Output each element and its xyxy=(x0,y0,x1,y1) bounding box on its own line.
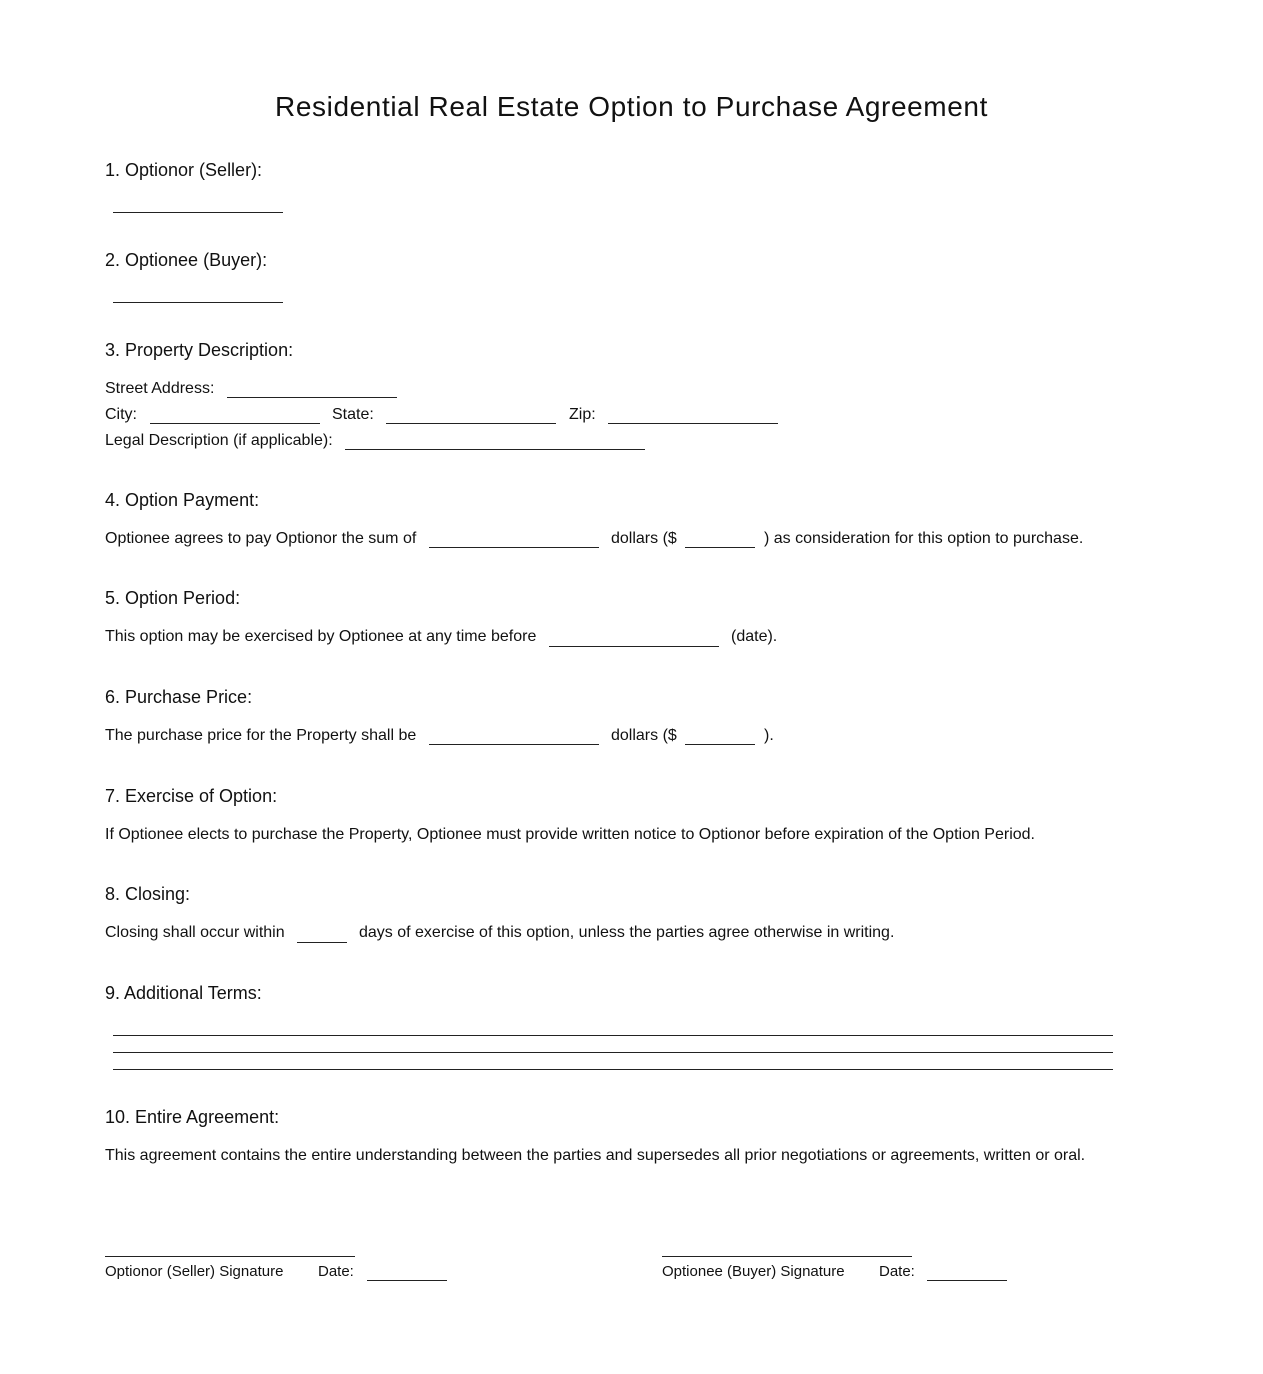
state-label: State: xyxy=(332,406,374,423)
street-address-label: Street Address: xyxy=(105,380,215,397)
section-closing-heading: 8. Closing: xyxy=(105,884,191,904)
legal-description-row xyxy=(105,431,705,451)
closing-text-after: days of exercise of this option, unless the parties agree otherwise in writing. xyxy=(359,924,895,941)
option-payment-words-field[interactable] xyxy=(429,547,599,548)
street-address-row xyxy=(105,379,505,399)
zip-field[interactable] xyxy=(608,423,778,424)
section-additional-terms-heading: 9. Additional Terms: xyxy=(105,983,262,1003)
purchase-price-amount-field[interactable] xyxy=(685,744,755,745)
purchase-price-text-before: The purchase price for the Property shall be xyxy=(105,727,417,744)
option-period-text-before: This option may be exercised by Optionee at any time before xyxy=(105,628,537,645)
additional-terms-line[interactable] xyxy=(113,1052,1113,1053)
section-property-heading: 3. Property Description: xyxy=(105,340,294,360)
option-payment-amount-field[interactable] xyxy=(685,547,755,548)
section-optionee-heading: 2. Optionee (Buyer): xyxy=(105,250,268,270)
buyer-signature-label: Optionee (Buyer) Signature xyxy=(662,1263,845,1280)
purchase-price-text-after: ). xyxy=(764,727,774,744)
legal-description-field[interactable] xyxy=(345,449,645,450)
city-label: City: xyxy=(105,406,137,423)
purchase-price-text-middle: dollars ($ xyxy=(611,727,677,744)
optionor-name-field[interactable] xyxy=(113,212,283,213)
seller-signature-label: Optionor (Seller) Signature xyxy=(105,1263,284,1280)
option-period-date-field[interactable] xyxy=(549,646,719,647)
city-state-zip-row xyxy=(105,405,805,425)
option-payment-sentence xyxy=(105,529,1105,549)
section-exercise-heading: 7. Exercise of Option: xyxy=(105,786,278,806)
seller-signature-field[interactable] xyxy=(105,1256,355,1257)
closing-sentence xyxy=(105,923,1005,943)
purchase-price-sentence xyxy=(105,726,805,746)
buyer-signature-field[interactable] xyxy=(662,1256,912,1257)
exercise-text: If Optionee elects to purchase the Property, Optionee must provide written notice to Optionor before expiration of the Option Period. xyxy=(105,826,1035,843)
section-purchase-price-heading: 6. Purchase Price: xyxy=(105,687,253,707)
document-title: Residential Real Estate Option to Purchase Agreement xyxy=(275,91,988,122)
section-entire-agreement-heading: 10. Entire Agreement: xyxy=(105,1107,280,1127)
purchase-price-words-field[interactable] xyxy=(429,744,599,745)
optionee-name-field[interactable] xyxy=(113,302,283,303)
zip-label: Zip: xyxy=(569,406,596,423)
seller-date-field[interactable] xyxy=(367,1280,447,1281)
buyer-date-label: Date: xyxy=(879,1263,915,1280)
closing-days-field[interactable] xyxy=(297,942,347,943)
option-payment-text-before: Optionee agrees to pay Optionor the sum of xyxy=(105,530,417,547)
buyer-date-field[interactable] xyxy=(927,1280,1007,1281)
option-period-sentence xyxy=(105,627,805,647)
state-field[interactable] xyxy=(386,423,556,424)
option-period-text-after: (date). xyxy=(731,628,778,645)
closing-text-before: Closing shall occur within xyxy=(105,924,285,941)
section-optionor-heading: 1. Optionor (Seller): xyxy=(105,160,263,180)
exercise-sentence xyxy=(105,825,1155,845)
legal-description-label: Legal Description (if applicable): xyxy=(105,432,333,449)
option-payment-text-after: ) as consideration for this option to purchase. xyxy=(764,530,1084,547)
seller-date-label: Date: xyxy=(318,1263,354,1280)
entire-agreement-text: This agreement contains the entire understanding between the parties and supersedes all prior negotiations or agreements, written or oral. xyxy=(105,1147,1086,1164)
additional-terms-line[interactable] xyxy=(113,1069,1113,1070)
section-option-payment-heading: 4. Option Payment: xyxy=(105,490,260,510)
entire-agreement-sentence xyxy=(105,1146,1205,1166)
additional-terms-line[interactable] xyxy=(113,1035,1113,1036)
option-payment-text-middle: dollars ($ xyxy=(611,530,677,547)
city-field[interactable] xyxy=(150,423,320,424)
street-address-field[interactable] xyxy=(227,397,397,398)
section-option-period-heading: 5. Option Period: xyxy=(105,588,241,608)
